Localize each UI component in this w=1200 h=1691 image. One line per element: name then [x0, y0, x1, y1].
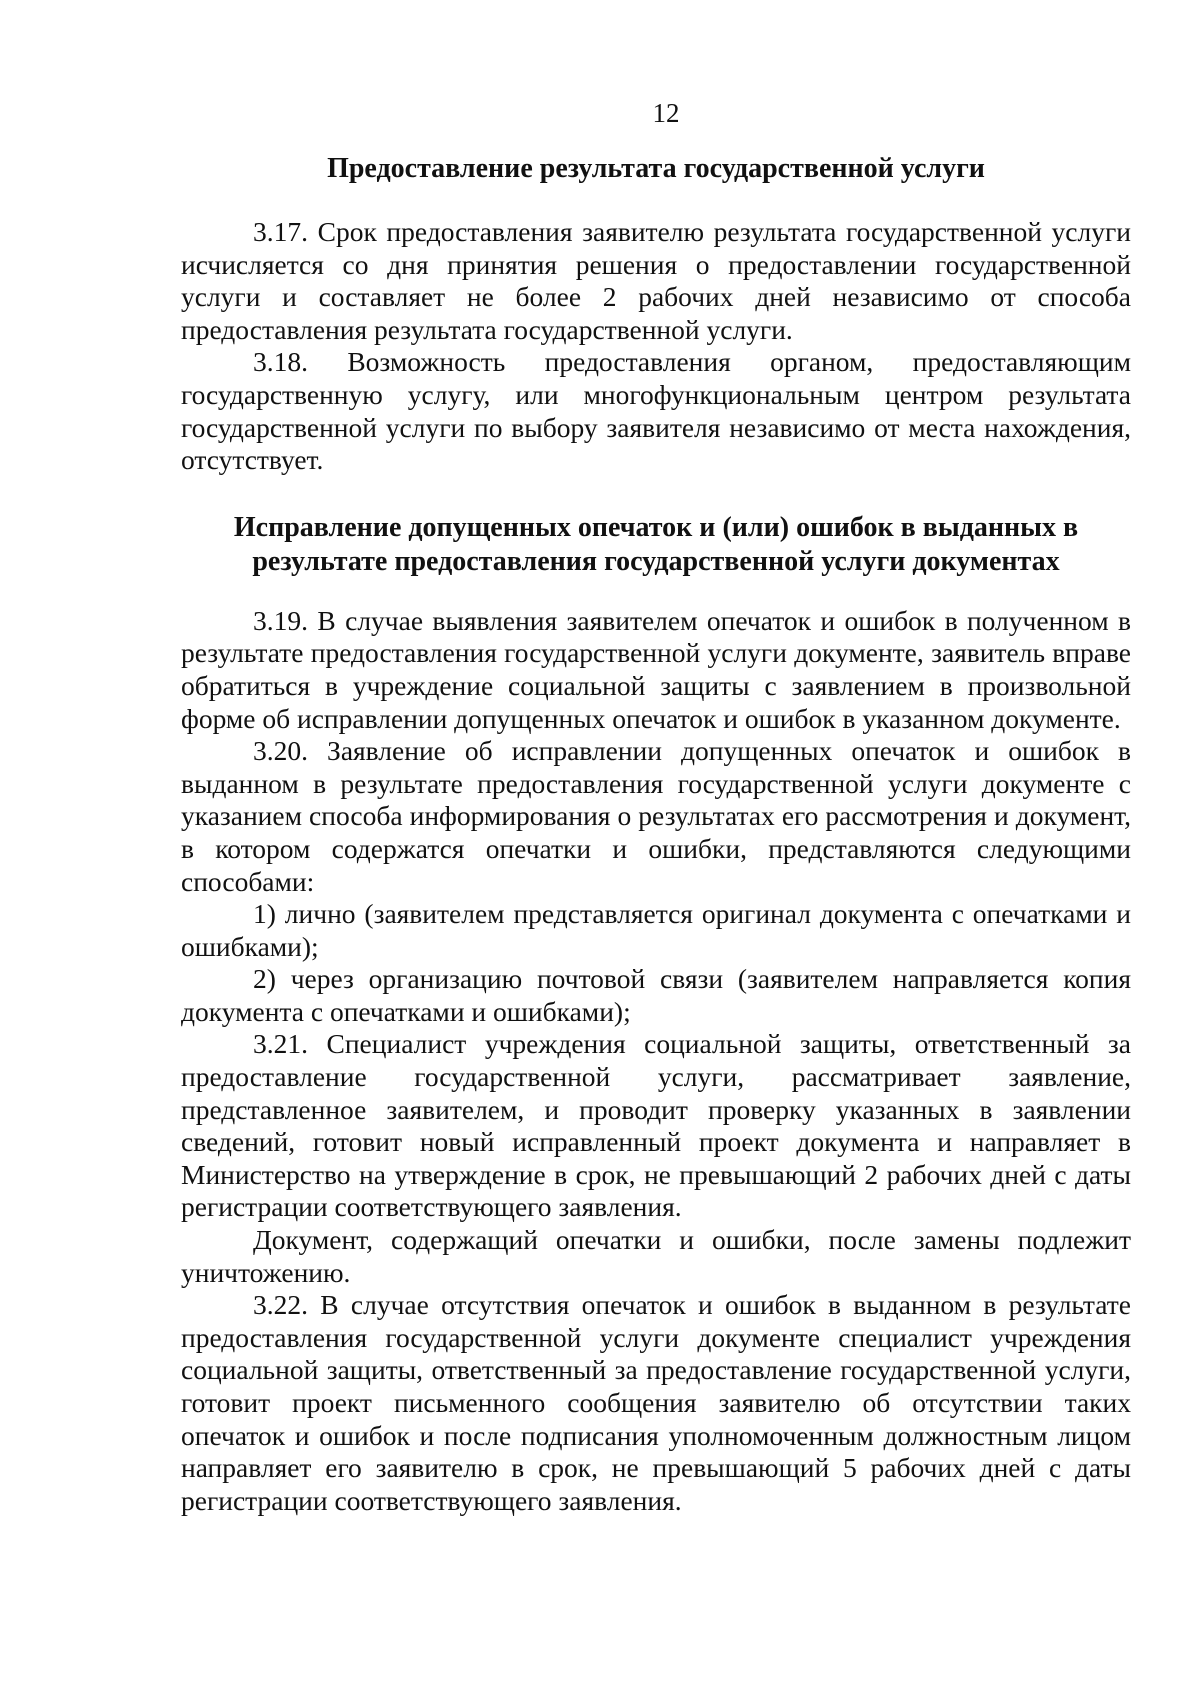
list-item-2: 2) через организацию почтовой связи (заявителем направляется копия документа с опечатками и ошибками);	[181, 963, 1131, 1027]
paragraph-3-19: 3.19. В случае выявления заявителем опечаток и ошибок в полученном в результате предоставления государственной услуги документе, заявитель вправе обратиться в учреждение социальной защиты с заявлением в произвольной форме об исправлении допущенных опечаток и ошибок в указанном документе.	[181, 604, 1131, 734]
paragraph-3-22: 3.22. В случае отсутствия опечаток и ошибок в выданном в результате предоставления государственной услуги документе специалист учреждения социальной защиты, ответственный за предоставление государственной услуги, готовит проект письменного сообщения заявителю об отсутствии таких опечаток и ошибок и после подписания уполномоченным должностным лицом направляет его заявителю в срок, не превышающий 5 рабочих дней с даты регистрации соответствующего заявления.	[181, 1289, 1131, 1516]
paragraph-3-20: 3.20. Заявление об исправлении допущенных опечаток и ошибок в выданном в результате предоставления государственной услуги документе с указанием способа информирования о результатах его рассмотрения и документ, в котором содержатся опечатки и ошибки, представляются следующими способами:	[181, 735, 1131, 897]
document-page	[181, 98, 1131, 1517]
section-title-corrections-line2: результате предоставления государственной услуги документах	[252, 545, 1060, 577]
page-number: 12	[652, 98, 680, 128]
section-title-corrections	[181, 511, 1131, 579]
paragraph-3-21: 3.21. Специалист учреждения социальной защиты, ответственный за предоставление государственной услуги, рассматривает заявление, представленное заявителем, и проводит проверку указанных в заявлении сведений, готовит новый исправленный проект документа и направляет в Министерство на утверждение в срок, не превышающий 2 рабочих дней с даты регистрации соответствующего заявления.	[181, 1028, 1131, 1223]
section-title-corrections-line1: Исправление допущенных опечаток и (или) ошибок в выданных в	[233, 511, 1079, 543]
section-title-result: Предоставление результата государственной услуги	[327, 153, 985, 184]
paragraph-3-18: 3.18. Возможность предоставления органом, предоставляющим государственную услугу, или многофункциональным центром результата государственной услуги по выбору заявителя независимо от места нахождения, отсутствует.	[181, 346, 1131, 476]
paragraph-3-17: 3.17. Срок предоставления заявителю результата государственной услуги исчисляется со дня принятия решения о предоставлении государственной услуги и составляет не более 2 рабочих дней независимо от способа предоставления результата государственной услуги.	[181, 216, 1131, 345]
paragraph-destruction: Документ, содержащий опечатки и ошибки, после замены подлежит уничтожению.	[181, 1224, 1131, 1288]
list-item-1: 1) лично (заявителем представляется оригинал документа с опечатками и ошибками);	[181, 898, 1131, 962]
